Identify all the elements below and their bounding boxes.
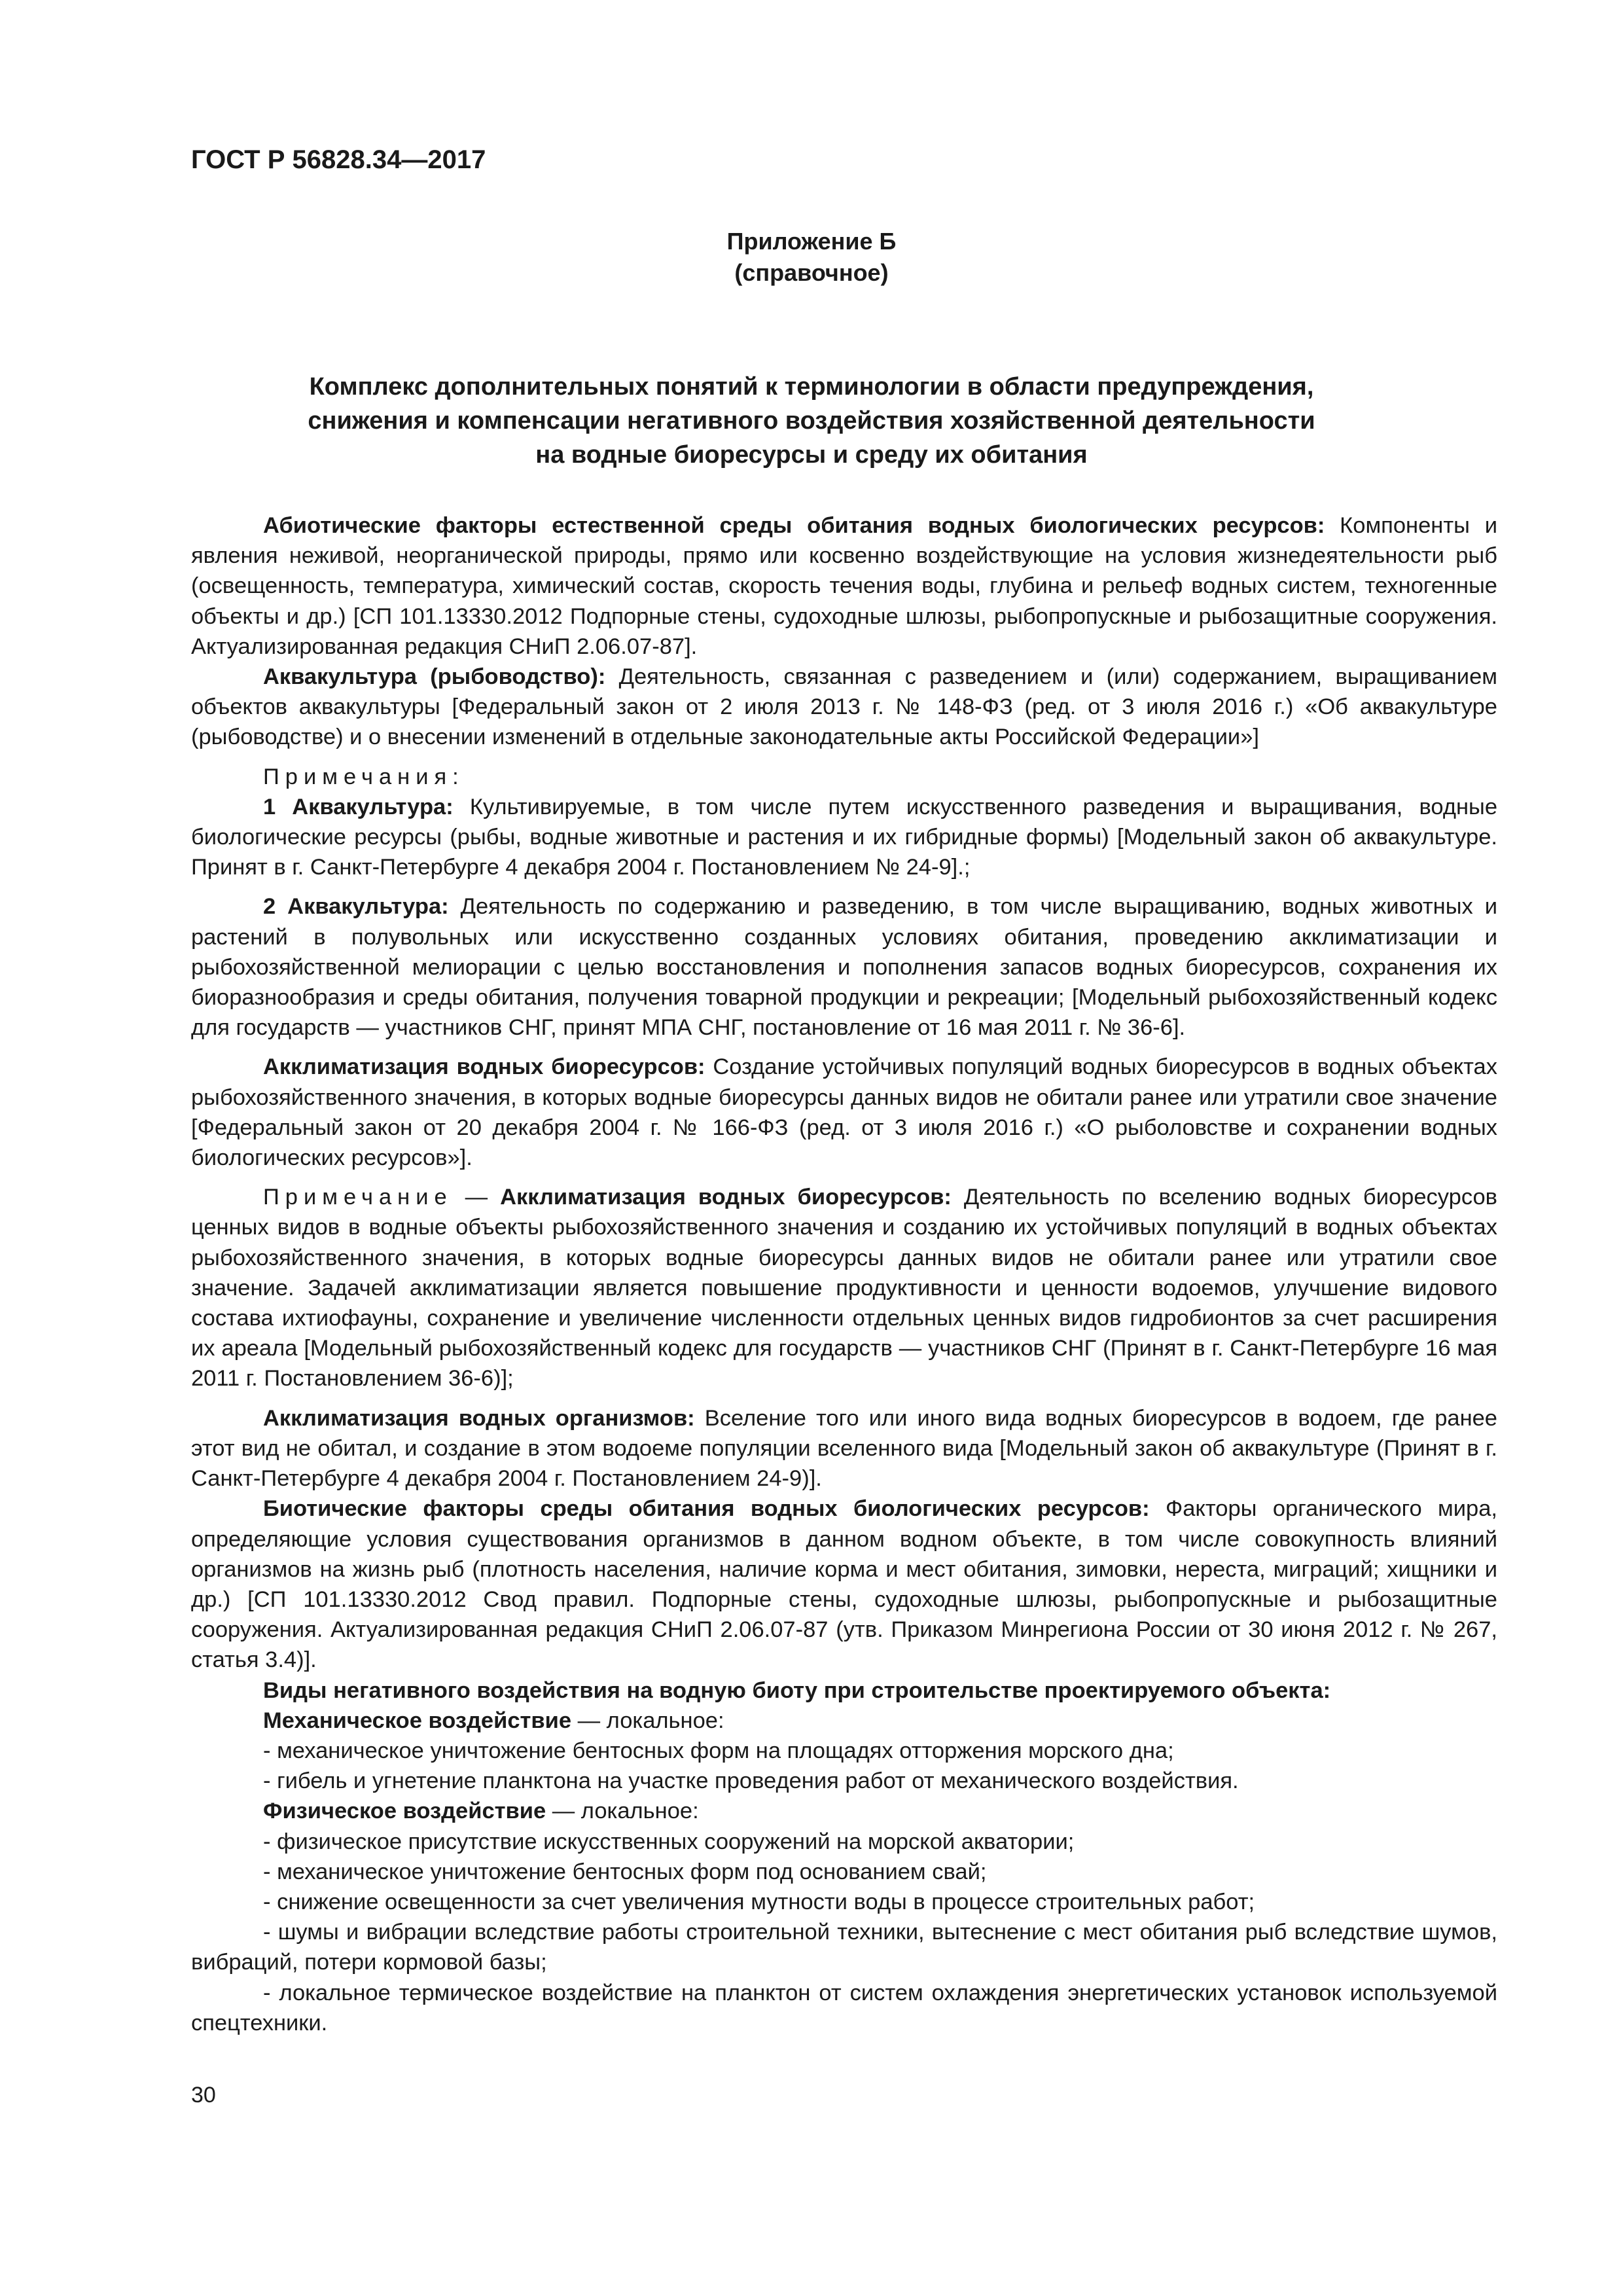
entry-acclimatization-organisms [191, 1403, 1497, 1494]
list-item: - снижение освещенности за счет увеличения мутности воды в процессе строительных работ; [263, 1889, 1255, 1914]
physical-impact-list [191, 1827, 1497, 2038]
definition: Деятельность по вселению водных биоресурсов ценных видов в водные объекты рыбохозяйственного значения и созданию их устойчивых популяций в водных объектах рыбохозяйственного значения, в которых водные биоресурсы данных видов не обитали ранее или утратили свое значение. Задачей акклиматизации является повышение продуктивности и ценности водоемов, улучшение видового состава ихтиофауны, сохранение и увеличение численности отдельных ценных видов гидробионтов за счет расширения их ареала [Модельный рыбохозяйственный кодекс для государств — участников СНГ (Принят в г. Санкт-Петербурге 16 мая 2011 г. Постановлением 36-6)]; [191, 1185, 1497, 1391]
term: Биотические факторы среды обитания водных биологических ресурсов: [263, 1496, 1150, 1522]
list-item: - гибель и угнетение планктона на участке проведения работ от механического воздействия. [263, 1768, 1239, 1794]
note-2 [191, 891, 1497, 1043]
list-item: - локальное термическое воздействие на планктон от систем охлаждения энергетических установок используемой спецтехники. [191, 1980, 1497, 2036]
definition: Вселение того или иного вида водных биоресурсов в водоем, где ранее этот вид не обитал, и создание в этом водоеме популяции вселенного вида [Модельный закон об аквакультуре (Принят в г. Санкт-Петербурге 4 декабря 2004 г. Постановлением 24-9)]. [191, 1405, 1497, 1492]
list-item: - шумы и вибрации вследствие работы строительной техники, вытеснение с мест обитания рыб вследствие шумов, вибраций, потери кормовой базы; [191, 1920, 1497, 1975]
notes-label: Примечания: [263, 764, 465, 789]
term: Акклиматизация водных организмов: [263, 1405, 695, 1431]
note-label: Примечание [263, 1185, 453, 1210]
definition: Компоненты и явления неживой, неорганической природы, прямо или косвенно воздействующие на условия жизнедеятельности рыб (освещенность, температура, химический состав, скорость течения воды, глубина и рельеф водных систем, техногенные объекты и др.) [СП 101.13330.2012 Подпорные стены, судоходные шлюзы, рыбопропускные и рыбозащитные сооружения. Актуализированная редакция СНиП 2.06.07-87]. [191, 513, 1497, 659]
note-dash: — [452, 1185, 501, 1210]
list-item: - механическое уничтожение бентосных форм на площадях отторжения морского дна; [263, 1738, 1174, 1763]
term: 1 Аквакультура: [263, 794, 454, 819]
definition: Деятельность, связанная с разведением и (или) содержанием, выращиванием объектов аквакультуры [Федеральный закон от 2 июля 2013 г. № 148-ФЗ (ред. от 3 июля 2016 г.) «Об аквакультуре (рыбоводстве) и о внесении изменений в отдельные законодательные акты Российской Федерации»] [191, 664, 1497, 750]
list-item: - механическое уничтожение бентосных форм под основанием свай; [263, 1859, 987, 1884]
term: Виды негативного воздействия на водную биоту при строительстве проектируемого объекта: [263, 1677, 1331, 1703]
definition: Деятельность по содержанию и разведению, в том числе выращиванию, водных животных и растений в полувольных или искусственно созданных условиях обитания, проведению акклиматизации и рыбохозяйственной мелиорации с целью восстановления и пополнения запасов водных биоресурсов, сохранения их биоразнообразия и среды обитания, получения товарной продукции и рекреации; [Модельный рыбохозяйственный кодекс для государств — участников СНГ, принят МПА СНГ, постановление от 16 мая 2011 г. № 36-6]. [191, 894, 1498, 1041]
definition: Создание устойчивых популяций водных биоресурсов в водных объектах рыбохозяйственного значения, в которых водные биоресурсы данных видов не обитали ранее или утратили свое значение [Федеральный закон от 20 декабря 2004 г. № 166-ФЗ (ред. от 3 июля 2016 г.) «О рыболовстве и сохранении водных биологических ресурсов»]. [191, 1054, 1497, 1171]
entry-impact-types [191, 1676, 1497, 1706]
entry-acclimatization-bioresources [191, 1052, 1497, 1173]
definition: — локальное: [571, 1708, 724, 1733]
appendix-label: Приложение Б [726, 228, 897, 255]
term: Акклиматизация водных биоресурсов: [500, 1185, 952, 1210]
appendix-heading [0, 226, 1623, 289]
document-title [0, 370, 1623, 472]
term: Абиотические факторы естественной среды обитания водных биологических ресурсов: [263, 513, 1325, 538]
page-number: 30 [191, 2083, 216, 2108]
mechanical-impact [191, 1706, 1497, 1736]
list-item: - физическое присутствие искусственных сооружений на морской акватории; [263, 1829, 1075, 1854]
definition: Культивируемые, в том числе путем искусственного разведения и выращивания, водные биологические ресурсы (рыбы, водные животные и растения и их гибридные формы) [Модельный закон об аквакультуре. Принят в г. Санкт-Петербурге 4 декабря 2004 г. Постановлением № 24-9].; [191, 794, 1498, 880]
title-line-2: снижения и компенсации негативного воздействия хозяйственной деятельности [308, 407, 1315, 435]
entry-abiotic [191, 511, 1497, 662]
document-body [191, 511, 1497, 2038]
note-acclimatization [191, 1182, 1497, 1393]
term: Физическое воздействие [263, 1799, 546, 1824]
entry-aquaculture [191, 662, 1497, 753]
definition: — локальное: [546, 1799, 699, 1824]
appendix-type: (справочное) [734, 259, 889, 286]
mechanical-impact-list [191, 1736, 1497, 1796]
term: Аквакультура (рыбоводство): [263, 664, 606, 690]
physical-impact [191, 1796, 1497, 1826]
term: Акклиматизация водных биоресурсов: [263, 1054, 705, 1080]
term: Механическое воздействие [263, 1708, 572, 1733]
document-code: ГОСТ Р 56828.34—2017 [191, 145, 486, 174]
note-1 [191, 792, 1497, 883]
title-line-1: Комплекс дополнительных понятий к терминологии в области предупреждения, [309, 373, 1314, 401]
definition: Факторы органического мира, определяющие условия существования организмов в данном водном объекте, в том числе совокупность влияний организмов на жизнь рыб (плотность населения, наличие корма и мест обитания, зимовки, нереста, миграций; хищники и др.) [СП 101.13330.2012 Свод правил. Подпорные стены, судоходные шлюзы, рыбопропускные и рыбозащитные сооружения. Актуализированная редакция СНиП 2.06.07-87 (утв. Приказом Минрегиона России от 30 июня 2012 г. № 267, статья 3.4)]. [191, 1496, 1497, 1673]
term: 2 Аквакультура: [263, 894, 449, 920]
entry-biotic [191, 1494, 1497, 1675]
title-line-3: на водные биоресурсы и среду их обитания [535, 441, 1088, 469]
